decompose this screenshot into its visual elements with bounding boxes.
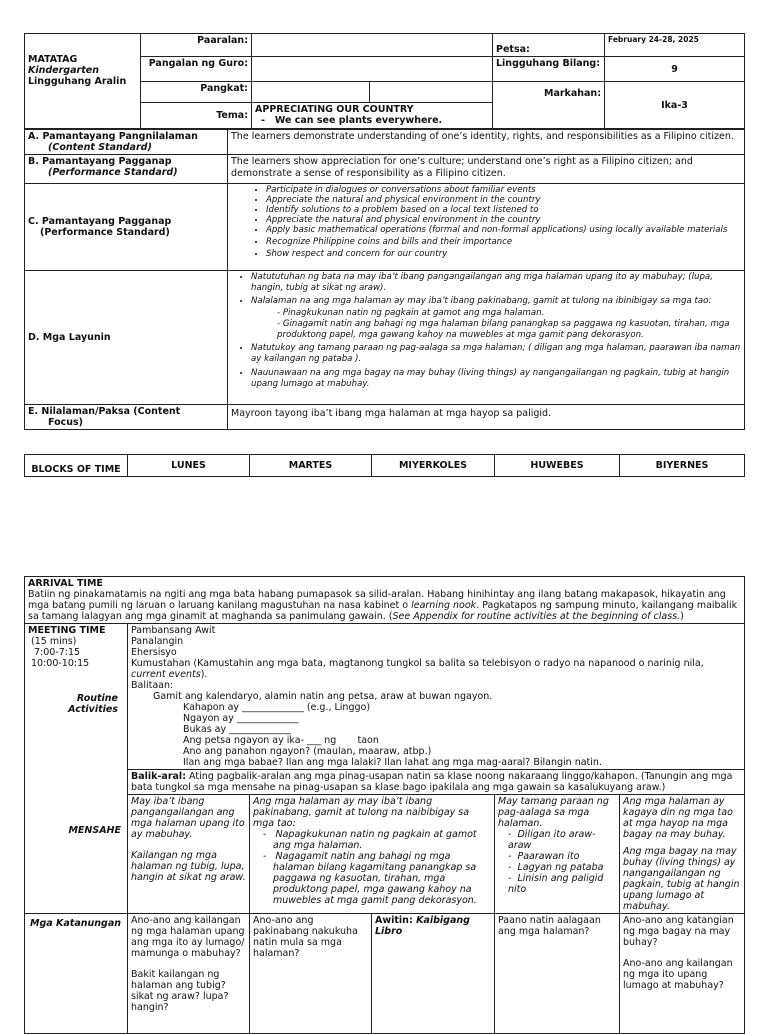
arrival-time-cell xyxy=(25,577,745,624)
objective-item: • Natututuhan ng bata na may iba’t ibang pangangailangan ang mga halaman upang ito ay mabuhay; (lupa, hangin, tubig at sikat ng araw). xyxy=(251,272,741,294)
balik-aral-cell: Balik-aral: Ating pagbalik-aralan ang mga pinag-usapan natin sa klase noong nakaraang linggo/kahapon. (Tanungin ang mga bata tungkol sa mga mensahe na pinag-usapan sa klase bago ipakilala ang mga gawain sa kasalukuyang araw.) xyxy=(128,770,745,795)
section-value-2[interactable] xyxy=(370,82,493,103)
mensahe-martes: Ang mga halaman ay may iba’t ibang pakinabang, gamit at tulong na naibibigay sa mga tao: - Napagkukunan natin ng pagkain at gamot ang mga halaman. - Nagagamit natin ang bahagi ng mga halaman bilang kagamitang panangkap sa paggawa ng kasuotan, tirahan, mga produktong papel, mga gawang kahoy na muwebles at mga gamit pang dekorasyon. xyxy=(250,795,495,914)
routine-activities-label: Routine Activities xyxy=(68,693,118,715)
quarter-value: Ika-3 xyxy=(605,82,745,129)
content-standard-text: The learners demonstrate understanding of one’s identity, rights, and responsibilities as a Filipino citizen. xyxy=(228,130,745,155)
performance-standard-b-label: B. Pamantayang Pagganap (Performance Standard) xyxy=(25,155,228,184)
c-item: • Apply basic mathematical operations (formal and non-formal applications) using locally available materials xyxy=(266,225,741,235)
blocks-of-time-label: BLOCKS OF TIME xyxy=(25,455,128,477)
balik-aral-spacer xyxy=(25,770,128,795)
katanungan-lunes: Ano-ano ang kailangan ng mga halaman upang ang mga ito ay lumago/ mamunga o mabuhay? Bakit kailangan ng halaman ang tubig? sikat ng araw? lupa? hangin? xyxy=(128,914,250,1034)
objective-item: • Nalalaman na ang mga halaman ay may iba’t ibang pakinabang, gamit at tulong na ibinibigay sa mga tao: xyxy=(251,296,741,307)
katanungan-huwebes: Paano natin aalagaan ang mga halaman? xyxy=(495,914,620,1034)
arrival-text: Batiin ng pinakamatamis na ngiti ang mga bata habang pumapasok sa silid-aralan. Habang hinihintay ang ilang batang makapasok, hikayatin ang mga batang pumili ng laruan o laruang kanilang magustuhan na nasa kabinet o learning nook. Pagkatapos ng sampung minuto, kailangang maibalik sa tamang lalagyan ang mga ginamit at maghanda sa panimulang gawain. (See Appendix for routine activities at the beginning of class.) xyxy=(28,589,738,622)
objective-sub: - Ginagamit natin ang bahagi ng mga halaman bilang panangkap sa paggawa ng kasuotan, tirahan, mga produktong papel, mga gawang kahoy na muwebles at mga gamit pang dekorasyon. xyxy=(277,318,730,341)
content-focus-text: Mayroon tayong iba’t ibang mga halaman at mga hayop sa paligid. xyxy=(228,405,745,430)
day-lunes: LUNES xyxy=(128,455,250,477)
header-table xyxy=(24,33,745,129)
school-label: Paaralan: xyxy=(141,34,252,57)
meeting-time-content: Pambansang Awit Panalangin Ehersisyo Kumustahan (Kamustahin ang mga bata, magtanong tungkol sa balita sa telebisyon o radyo na napanood o narinig nila, current events). Balitaan: Gamit ang kalendaryo, alamin natin ang petsa, araw at buwan ngayon. Kahapon ay _____________ (e.g., Linggo) Ngayon ay _____________ Bukas ay _____________ Ang petsa ngayon ay ika- ___ ng taon Ano ang panahon ngayon? (maulan, maaraw, atbp.) Ilan ang mga babae? Ilan ang mga lalaki? Ilan lahat ang mga mag-aaral? Bilangin natin. xyxy=(128,624,745,770)
day-biyernes: BIYERNES xyxy=(620,455,745,477)
c-item: • Appreciate the natural and physical environment in the country xyxy=(266,215,741,225)
katanungan-miyerkoles: Awitin: Kaibigang Libro xyxy=(372,914,495,1034)
katanungan-biyernes: Ano-ano ang katangian ng mga bagay na may buhay? Ano-ano ang kailangan ng mga ito upang lumago at mabuhay? xyxy=(620,914,745,1034)
arrival-title: ARRIVAL TIME xyxy=(28,578,103,589)
mensahe-lunes: May iba’t ibang pangangailangan ang mga halaman upang ito ay mabuhay. Kailangan ng mga halaman ng tubig, lupa, hangin at sikat ng araw. xyxy=(128,795,250,914)
section-label: Pangkat: xyxy=(141,82,252,103)
c-item: • Recognize Philippine coins and bills and their importance xyxy=(266,237,741,247)
teacher-label: Pangalan ng Guro: xyxy=(141,57,252,82)
content-focus-label: E. Nilalaman/Paksa (Content Focus) xyxy=(25,405,228,430)
teacher-value[interactable] xyxy=(252,57,493,82)
objective-item: • Natutukoy ang tamang paraan ng pag-aalaga sa mga halaman; ( diligan ang mga halaman, paarawan iba naman ay kailangan ng pataba ). xyxy=(251,343,741,365)
theme-value: APPRECIATING OUR COUNTRY - We can see plants everywhere. xyxy=(252,103,493,129)
level-label: Lingguhang Bilang: xyxy=(493,57,605,82)
meeting-time-label-cell: MEETING TIME (15 mins) 7:00-7:15 10:00-10:15 Routine Activities xyxy=(25,624,128,770)
day-miyerkoles: MIYERKOLES xyxy=(372,455,495,477)
school-value[interactable] xyxy=(252,34,493,57)
day-martes: MARTES xyxy=(250,455,372,477)
program-title: MATATAG Kindergarten Lingguhang Aralin xyxy=(25,34,141,103)
katanungan-label: Mga Katanungan xyxy=(25,914,128,1034)
theme-label: Tema: xyxy=(141,103,252,129)
activities-table xyxy=(24,576,745,1034)
katanungan-martes: Ano-ano ang pakinabang nakukuha natin mula sa mga halaman? xyxy=(250,914,372,1034)
mensahe-huwebes: May tamang paraan ng pag-aalaga sa mga halaman. - Diligan ito araw-araw - Paarawan ito - Lagyan ng pataba - Linisin ang paligid nito xyxy=(495,795,620,914)
date-label: Petsa: xyxy=(493,34,605,57)
quarter-label: Markahan: xyxy=(493,82,605,129)
performance-standard-b-text: The learners show appreciation for one’s culture; understand one’s right as a Filipino citizen; and demonstrate a sense of responsibility as a Filipino citizen. xyxy=(228,155,745,184)
performance-standard-c-label: C. Pamantayang Pagganap (Performance Standard) xyxy=(25,184,228,271)
objective-sub: - Pinagkukunan natin ng pagkain at gamot ang mga halaman. xyxy=(277,307,545,318)
date-value: February 24-28, 2025 xyxy=(605,34,745,57)
c-item: • Appreciate the natural and physical environment in the country xyxy=(266,195,741,205)
mensahe-label: MENSAHE xyxy=(25,795,128,914)
program-cell-bottom xyxy=(25,103,141,129)
level-value: 9 xyxy=(605,57,745,82)
mensahe-biyernes: Ang mga halaman ay kagaya din ng mga tao at mga hayop na mga bagay na may buhay. Ang mga bagay na may buhay (living things) ay nangangailangan ng pagkain, tubig at hangin upang lumago at mabuhay. xyxy=(620,795,745,914)
c-item: • Show respect and concern for our country xyxy=(266,249,741,259)
section-value-1[interactable] xyxy=(252,82,370,103)
c-item: • Identify solutions to a problem based on a local text listened to xyxy=(266,205,741,215)
objectives-label: D. Mga Layunin xyxy=(25,271,228,405)
performance-standard-c-list xyxy=(228,184,745,271)
day-huwebes: HUWEBES xyxy=(495,455,620,477)
standards-table xyxy=(24,129,745,430)
blocks-of-time-table xyxy=(24,454,745,477)
content-standard-label: A. Pamantayang Pangnilalaman (Content Standard) xyxy=(25,130,228,155)
objective-item: • Nauunawaan na ang mga bagay na may buhay (living things) ay nangangailangan ng pagkain, tubig at hangin upang lumago at mabuhay. xyxy=(251,368,741,390)
objectives-list xyxy=(228,271,745,405)
c-item: • Participate in dialogues or conversations about familiar events xyxy=(266,185,741,195)
